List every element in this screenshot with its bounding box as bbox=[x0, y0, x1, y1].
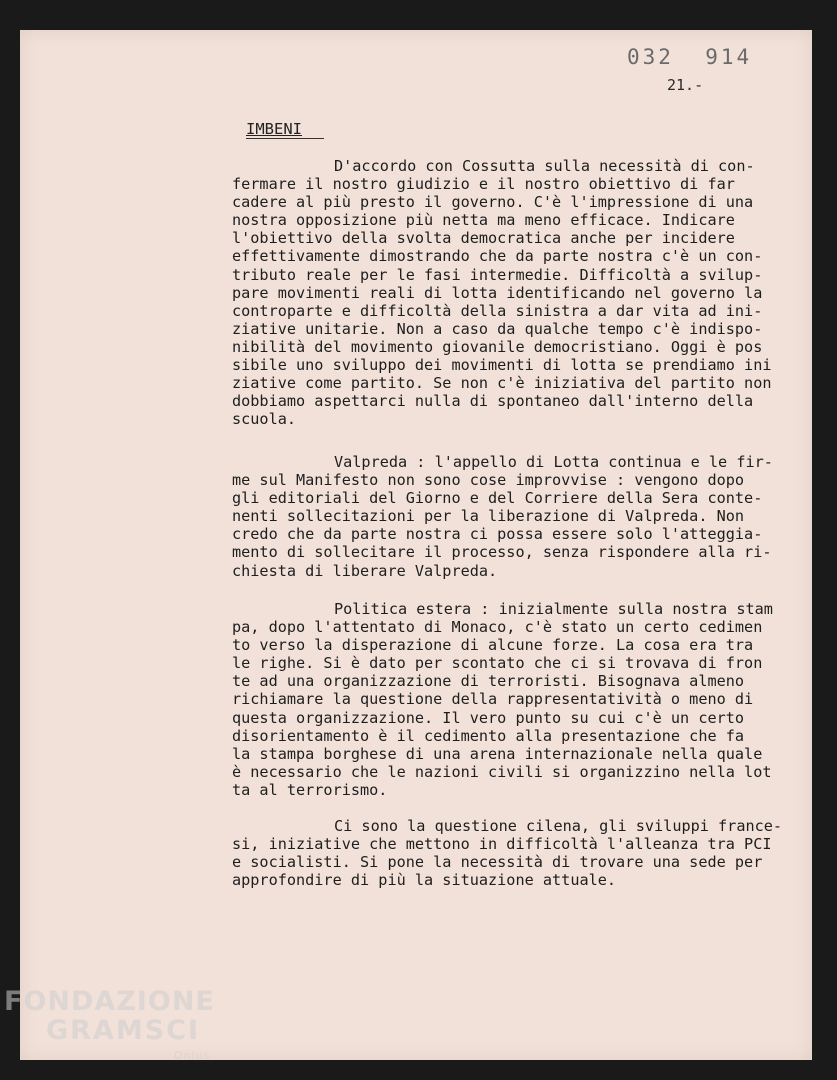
speaker-heading: IMBENI bbox=[246, 120, 324, 139]
text-line: fermare il nostro giudizio e il nostro obiettivo di far bbox=[232, 175, 735, 194]
text-line: to verso la disperazione di alcune forze. La cosa era tra bbox=[232, 636, 754, 655]
text-line: chiesta di liberare Valpreda. bbox=[232, 561, 498, 580]
text-line: Ci sono la questione cilena, gli sviluppi france- bbox=[334, 817, 783, 835]
text-line: questa organizzazione. Il vero punto su cui c'è un certo bbox=[232, 708, 745, 727]
page-number: 21.- bbox=[667, 76, 704, 94]
text-line: ziative come partito. Se non c'è iniziativa del partito non bbox=[232, 374, 772, 393]
text-line: nenti sollecitazioni per la liberazione di Valpreda. Non bbox=[232, 507, 745, 526]
text-line: approfondire di più la situazione attuale. bbox=[232, 871, 617, 890]
text-line: effettivamente dimostrando che da parte nostra c'è un con- bbox=[232, 247, 763, 266]
text-line: nostra opposizione più netta ma meno efficace. Indicare bbox=[232, 211, 735, 230]
watermark-line2: GRAMSCI bbox=[46, 1015, 201, 1046]
text-line: sibile uno sviluppo dei movimenti di lotta se prendiamo ini bbox=[232, 356, 772, 375]
archive-number: 032 914 bbox=[627, 45, 753, 69]
text-line: le righe. Si è dato per scontato che ci si trovava di fron bbox=[232, 654, 763, 673]
text-line: mento di sollecitare il processo, senza rispondere alla ri- bbox=[232, 543, 772, 562]
text-line: disorientamento è il cedimento alla presentazione che fa bbox=[232, 726, 745, 745]
text-line: pare movimenti reali di lotta identificando nel governo la bbox=[232, 283, 763, 302]
text-line: credo che da parte nostra ci possa essere solo l'atteggia- bbox=[232, 525, 763, 544]
text-line: richiamare la questione della rappresentatività o meno di bbox=[232, 690, 754, 709]
text-line: l'obiettivo della svolta democratica anche per incidere bbox=[232, 229, 735, 248]
text-line: controparte e difficoltà della sinistra a dar vita ad ini- bbox=[232, 301, 763, 320]
text-line: tributo reale per le fasi intermedie. Difficoltà a svilup- bbox=[232, 265, 763, 284]
fondazione-gramsci-watermark bbox=[4, 986, 215, 1062]
paragraph-2 bbox=[232, 453, 807, 580]
text-line: dobbiamo aspettarci nulla di spontaneo dall'interno della bbox=[232, 392, 754, 411]
text-line: ziative unitarie. Non a caso da qualche tempo c'è indispo- bbox=[232, 319, 763, 338]
text-line: te ad una organizzazione di terroristi. Bisognava almeno bbox=[232, 672, 745, 691]
text-line: si, iniziative che mettono in difficoltà l'alleanza tra PCI bbox=[232, 835, 772, 854]
text-line: me sul Manifesto non sono cose improvvise : vengono dopo bbox=[232, 471, 745, 490]
text-line: D'accordo con Cossutta sulla necessità di con- bbox=[334, 157, 755, 175]
text-line: pa, dopo l'attentato di Monaco, c'è stato un certo cedimen bbox=[232, 618, 763, 637]
text-line: cadere al più presto il governo. C'è l'impressione di una bbox=[232, 193, 754, 212]
text-line: Politica estera : inizialmente sulla nostra stam bbox=[334, 600, 773, 618]
paragraph-3 bbox=[232, 600, 807, 799]
text-line: scuola. bbox=[232, 410, 297, 429]
watermark-line1: FONDAZIONE bbox=[4, 986, 215, 1017]
paragraph-1 bbox=[232, 157, 807, 428]
text-line: gli editoriali del Giorno e del Corriere della Sera conte- bbox=[232, 489, 763, 508]
text-line: ta al terrorismo. bbox=[232, 780, 388, 799]
text-line: Valpreda : l'appello di Lotta continua e le fir- bbox=[334, 453, 773, 471]
watermark-onlus: Onlus bbox=[174, 1049, 211, 1062]
text-line: la stampa borghese di una arena internazionale nella quale bbox=[232, 744, 763, 763]
text-line: nibilità del movimento giovanile democristiano. Oggi è pos bbox=[232, 337, 763, 356]
paragraph-4 bbox=[232, 817, 807, 889]
text-line: è necessario che le nazioni civili si organizzino nella lot bbox=[232, 762, 772, 781]
text-line: e socialisti. Si pone la necessità di trovare una sede per bbox=[232, 853, 763, 872]
